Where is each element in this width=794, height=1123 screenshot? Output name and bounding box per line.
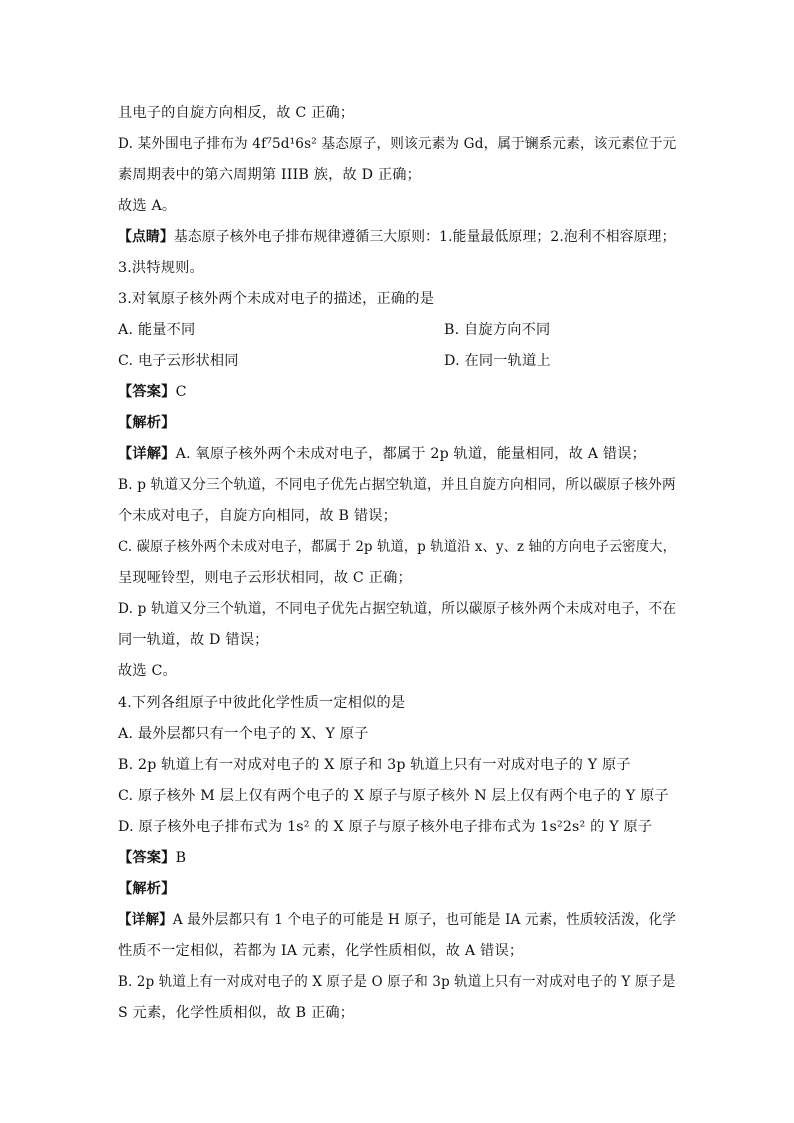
text-line: 性质不一定相似，若都为 IA 元素，化学性质相似，故 A 错误；	[118, 943, 524, 959]
question-3: 3.对氧原子核外两个未成对电子的描述，正确的是	[118, 291, 435, 307]
analysis-label: 【解析】	[118, 415, 176, 431]
text-line: 同一轨道，故 D 错误；	[118, 632, 269, 648]
answer-label: 【答案】	[118, 850, 176, 866]
text-line: 故选 A。	[118, 198, 177, 214]
text-line: B. 2p 轨道上有一对成对电子的 X 原子是 O 原子和 3p 轨道上只有一对成对电子的 Y 原子是	[118, 974, 676, 990]
text-line: D. 某外围电子排布为 4f⁷5d¹6s² 基态原子，则该元素为 Gd，属于镧系元素，该元素位于元	[118, 136, 677, 152]
option-a: A. 能量不同	[118, 322, 196, 338]
option-c: C. 原子核外 M 层上仅有两个电子的 X 原子与原子核外 N 层上仅有两个电子的 Y 原子	[118, 788, 669, 804]
detail-line	[118, 910, 676, 930]
text-line: 呈现哑铃型，则电子云形状相同，故 C 正确；	[118, 570, 412, 586]
analysis-label: 【解析】	[118, 881, 176, 897]
text-line: C. 碳原子核外两个未成对电子，都属于 2p 轨道，p 轨道沿 x、y、z 轴的方向电子云密度大，	[118, 539, 676, 555]
answer-value: B	[175, 850, 187, 866]
detail-text: A 最外层都只有 1 个电子的可能是 H 原子，也可能是 IA 元素，性质较活泼，化学	[172, 912, 677, 928]
text-line: 且电子的自旋方向相反，故 C 正确；	[118, 105, 355, 121]
option-b: B. 2p 轨道上有一对成对电子的 X 原子和 3p 轨道上只有一对成对电子的 Y 原子	[118, 757, 631, 773]
text-line: 个未成对电子，自旋方向相同，故 B 错误；	[118, 508, 398, 524]
text-line: D. p 轨道又分三个轨道，不同电子优先占据空轨道，所以碳原子核外两个未成对电子，不在	[118, 601, 677, 617]
detail-text: A. 氧原子核外两个未成对电子，都属于 2p 轨道，能量相同，故 A 错误；	[175, 446, 647, 462]
option-b: B. 自旋方向不同	[444, 322, 551, 338]
text-line: S 元素，化学性质相似，故 B 正确；	[118, 1005, 355, 1021]
detail-label: 【详解】	[118, 912, 173, 928]
question-4: 4.下列各组原子中彼此化学性质一定相似的是	[118, 695, 406, 711]
option-a: A. 最外层都只有一个电子的 X、Y 原子	[118, 726, 369, 742]
option-c: C. 电子云形状相同	[118, 353, 239, 369]
text-line: 3.洪特规则。	[118, 260, 204, 276]
option-d: D. 在同一轨道上	[444, 353, 551, 369]
option-d: D. 原子核外电子排布式为 1s² 的 X 原子与原子核外电子排布式为 1s²2s² 的 Y 原子	[118, 819, 653, 835]
answer-line	[118, 382, 187, 402]
detail-line	[118, 444, 646, 464]
tip-label: 【点睛】	[118, 229, 174, 245]
answer-line	[118, 848, 186, 868]
answer-label: 【答案】	[118, 384, 176, 400]
detail-label: 【详解】	[118, 446, 176, 462]
text-line: 故选 C。	[118, 663, 177, 679]
tip-text: 基态原子核外电子排布规律遵循三大原则：1.能量最低原理；2.泡利不相容原理；	[173, 229, 676, 245]
tip-line	[118, 227, 676, 247]
answer-value: C	[175, 384, 187, 400]
text-line: B. p 轨道又分三个轨道，不同电子优先占据空轨道，并且自旋方向相同，所以碳原子核外两	[118, 477, 676, 493]
text-line: 素周期表中的第六周期第 IIIB 族，故 D 正确；	[118, 167, 422, 183]
